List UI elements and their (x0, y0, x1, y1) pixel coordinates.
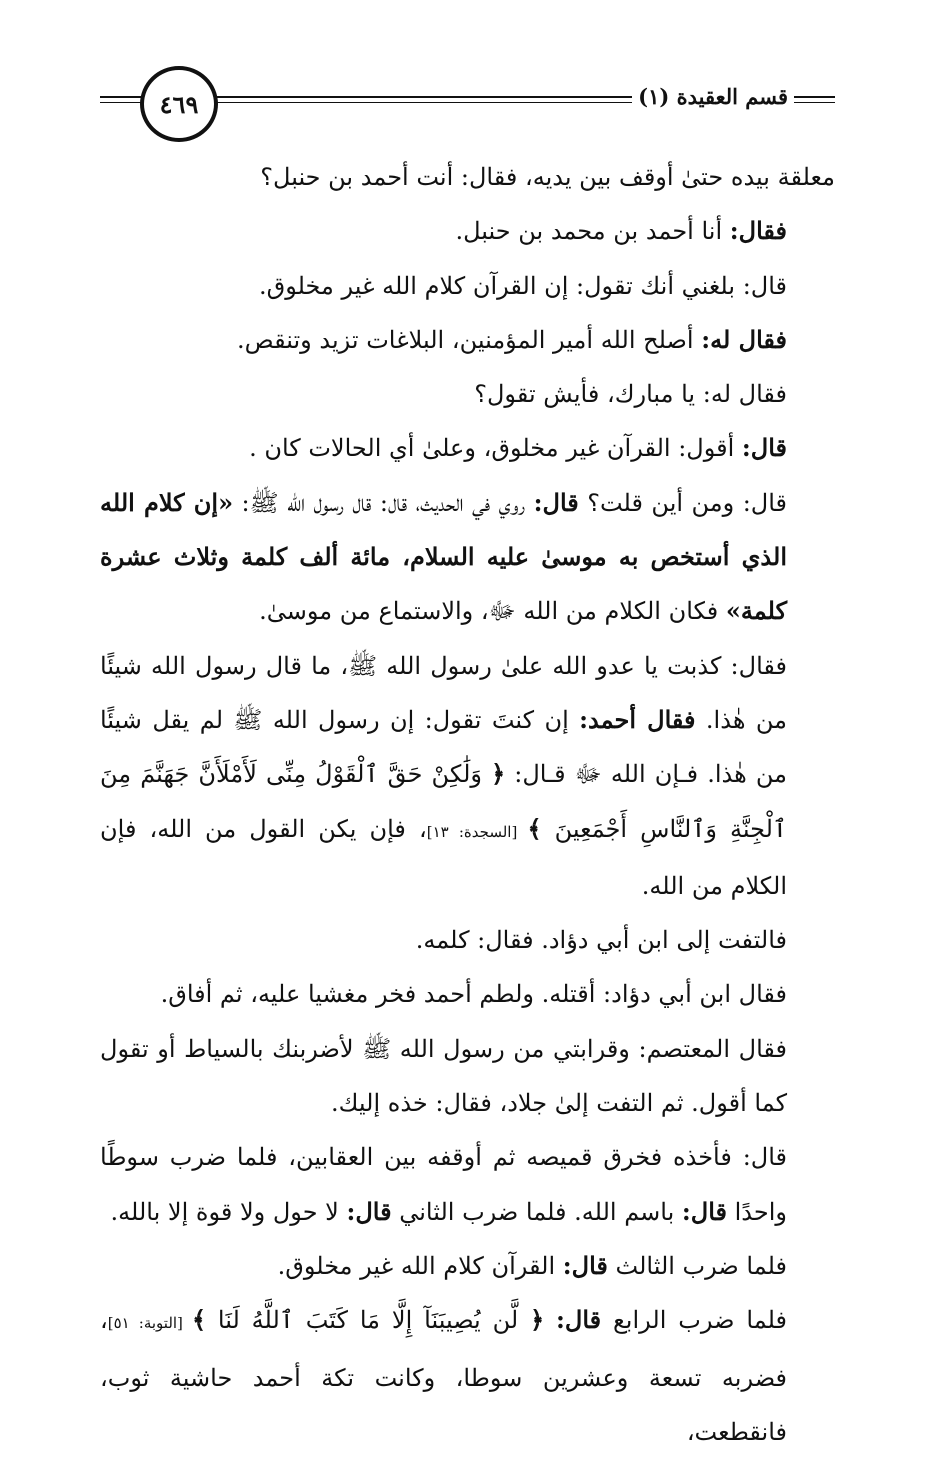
text-run (544, 1306, 556, 1334)
text-run: أصلح الله أمير المؤمنين، البلاغات تزيد وتنقص. (237, 325, 702, 354)
bold-label: قال: (741, 433, 787, 463)
text-run: قال: ومن أين قلت؟ (578, 488, 788, 517)
quran-bracket: ﴾ (527, 813, 542, 843)
text-run: ، فضربه تسعة وعشرين سوطا، وكانت تكة أحمد حاشية ثوب، فانقطعت، (100, 1306, 787, 1446)
quran-bracket: ﴿ (491, 759, 506, 789)
bold-label: «إن كلام الله الذي أستخص به موسىٰ عليه السلام، مائة ألف كلمة وثلاث عشرة كلمة» (100, 487, 787, 626)
text-run: أنا أحمد بن محمد بن حنبل. (455, 217, 730, 246)
text-run: قال: بلغني أنك تقول: إن القرآن كلام الله غير مخلوق. (258, 271, 787, 300)
text-run: لا حول ولا قوة إلا بالله. (110, 1197, 347, 1226)
verse-reference: [التوبة: ٥١] (107, 1314, 192, 1333)
text-run: فلما ضرب الثالث (607, 1251, 787, 1280)
bold-label: قال: (556, 1305, 602, 1335)
paragraph-p2 (100, 204, 835, 258)
paragraph-p4 (100, 313, 835, 367)
page-header (0, 60, 944, 150)
bold-label: فقال: (729, 216, 787, 246)
text-run: فلما ضرب الرابع (601, 1306, 787, 1335)
text-run: فقال المعتصم: وقرابتي من رسول الله ﷺ لأضربنك بالسياط أو تقول كما أقول. ثم التفت إلىٰ جلاد، فقال: خذه إليك. (100, 1034, 787, 1118)
bold-label: قال: (681, 1196, 727, 1226)
bold-label: قال: (346, 1196, 392, 1226)
paragraph-p7 (100, 476, 835, 639)
paragraph-p3 (100, 259, 835, 313)
paragraph-p1 (100, 150, 835, 204)
bold-label: قال: (562, 1250, 608, 1280)
paragraph-p14 (100, 1293, 835, 1459)
paragraph-p13 (100, 1239, 835, 1293)
quran-bracket: ﴿ (530, 1305, 545, 1335)
text-run: قال: فأخذه فخرق قميصه ثم أوقفه بين العقابين، فلما ضرب سوطًا واحدًا (100, 1143, 787, 1226)
text-run: أقول: القرآن غير مخلوق، وعلىٰ أي الحالات كان . (249, 434, 742, 463)
bold-label: فقال أحمد: (579, 704, 696, 734)
text-run: معلقة بيده حتىٰ أوقف بين يديه، فقال: أنت أحمد بن حنبل؟ (260, 163, 835, 191)
quran-bracket: ﴾ (191, 1305, 206, 1335)
text-run: القرآن كلام الله غير مخلوق. (277, 1251, 563, 1280)
paragraph-p5 (100, 367, 835, 421)
paragraph-p11 (100, 1022, 835, 1131)
text-run: فقال ابن أبي دؤاد: أقتله. ولطم أحمد فخر مغشيا عليه، ثم أفاق. (160, 980, 787, 1009)
bold-label: فقال له: (701, 324, 787, 354)
text-run: إن كنتَ تقول: إن رسول الله ﷺ لم يقل شيئًا من هٰذا. فـإن الله ﷻ قـال: (100, 705, 788, 789)
text-run: ، فإن يكن القول من الله، فإن الكلام من الله. (100, 814, 787, 900)
paragraph-p6 (100, 421, 835, 475)
text-run: فقال له: يا مبارك، فأيش تقول؟ (474, 380, 787, 409)
paragraph-p10 (100, 967, 835, 1021)
paragraph-p9 (100, 913, 835, 967)
page-number: ٤٦٩ (140, 66, 218, 142)
quran-verse: وَلَٰكِنْ حَقَّ ٱلْقَوْلُ مِنِّى لَأَمْلَأَنَّ جَهَنَّمَ مِنَ ٱلْجِنَّةِ وَٱلنَّاسِ أَجْمَعِينَ (100, 760, 787, 843)
text-run: باسم الله. فلما ضرب الثاني (391, 1197, 682, 1226)
paragraph-p12 (100, 1130, 835, 1239)
quran-verse: لَّن يُصِيبَنَآ إِلَّا مَا كَتَبَ ٱللَّهُ لَنَا (206, 1306, 531, 1335)
verse-reference: [السجدة: ١٣] (426, 822, 528, 841)
paragraph-p8 (100, 639, 835, 913)
bold-label: قال: (533, 487, 579, 517)
body-text (100, 150, 835, 1459)
running-title: قسم العقيدة (١) (632, 84, 794, 109)
text-run: فالتفت إلى ابن أبي دؤاد. فقال: كلمه. (415, 926, 787, 955)
text-run: فكان الكلام من الله ﷻ، والاستماع من موسىٰ. (259, 597, 726, 626)
text-run: فقال: كذبت يا عدو الله علىٰ رسول الله ﷺ، ما قال رسول الله شيئًا من هٰذا. (100, 651, 788, 734)
text-run: روي في الحديث، قال: قال رسول الله ﷺ: (233, 488, 534, 517)
